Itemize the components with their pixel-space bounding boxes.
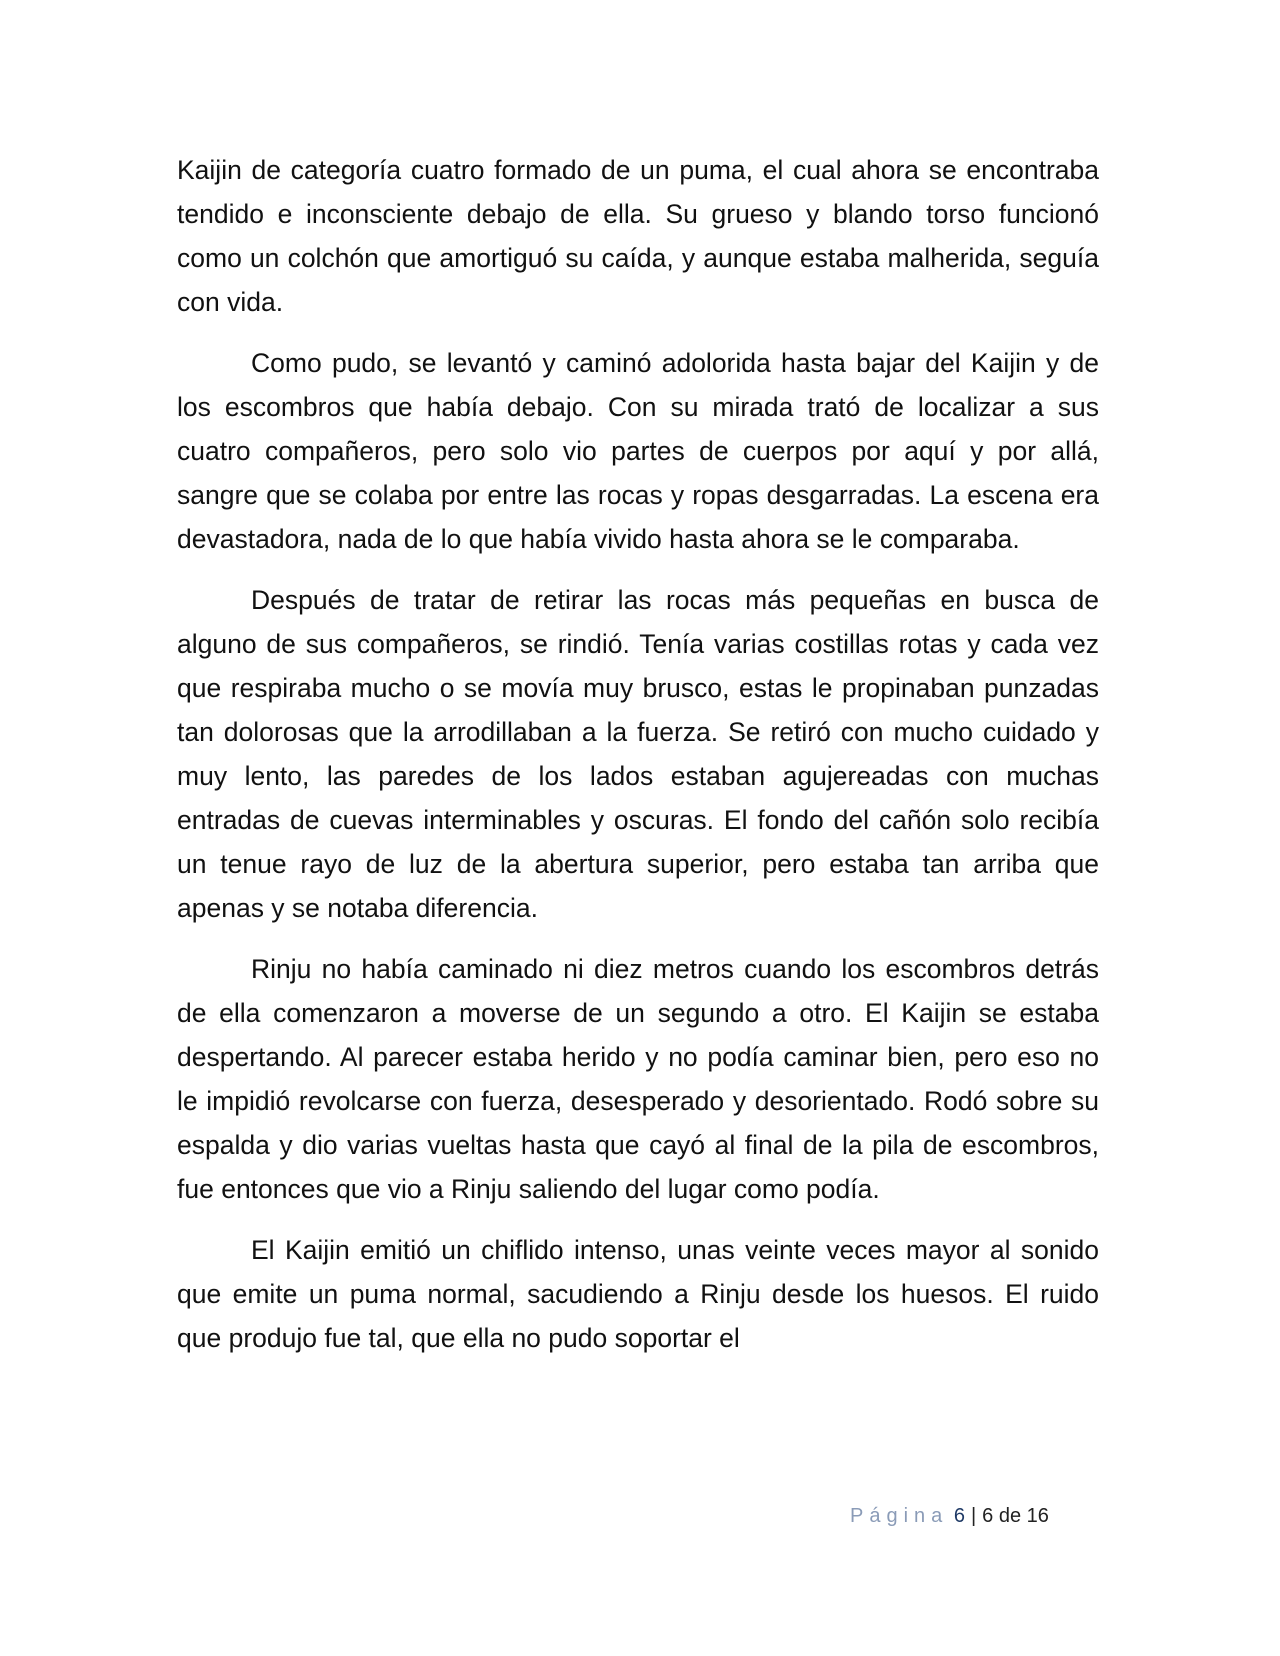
paragraph-2: Como pudo, se levantó y caminó adolorida hasta bajar del Kaijin y de los escombros que había debajo. Con su mirada trató de localizar a sus cuatro compañeros, pero solo vio partes de cuerpos por aquí y por allá, sangre que se colaba por entre las rocas y ropas desgarradas. La escena era devastadora, nada de lo que había vivido hasta ahora se le comparaba.: [177, 348, 1099, 554]
footer-separator: |: [970, 1505, 977, 1527]
paragraph-5: El Kaijin emitió un chiflido intenso, unas veinte veces mayor al sonido que emite un puma normal, sacudiendo a Rinju desde los huesos. El ruido que produjo fue tal, que ella no pudo soportar el: [177, 1235, 1099, 1353]
page-label: Página: [850, 1505, 949, 1527]
paragraph-3: Después de tratar de retirar las rocas más pequeñas en busca de alguno de sus compañeros, se rindió. Tenía varias costillas rotas y cada vez que respiraba mucho o se movía muy brusco, estas le propinaban punzadas tan dolorosas que la arrodillaban a la fuerza. Se retiró con mucho cuidado y muy lento, las paredes de los lados estaban agujereadas con muchas entradas de cuevas interminables y oscuras. El fondo del cañón solo recibía un tenue rayo de luz de la abertura superior, pero estaba tan arriba que apenas y se notaba diferencia.: [177, 585, 1099, 923]
document-body: [177, 148, 1099, 1360]
page-footer: [850, 1503, 1049, 1529]
paragraph-4: Rinju no había caminado ni diez metros cuando los escombros detrás de ella comenzaron a moverse de un segundo a otro. El Kaijin se estaba despertando. Al parecer estaba herido y no podía caminar bien, pero eso no le impidió revolcarse con fuerza, desesperado y desorientado. Rodó sobre su espalda y dio varias vueltas hasta que cayó al final de la pila de escombros, fue entonces que vio a Rinju saliendo del lugar como podía.: [177, 954, 1099, 1204]
paragraph-1: Kaijin de categoría cuatro formado de un puma, el cual ahora se encontraba tendido e inconsciente debajo de ella. Su grueso y blando torso funcionó como un colchón que amortiguó su caída, y aunque estaba malherida, seguía con vida.: [177, 155, 1099, 317]
page-of-total: 6 de 16: [982, 1505, 1049, 1527]
page-number: 6: [953, 1505, 965, 1527]
